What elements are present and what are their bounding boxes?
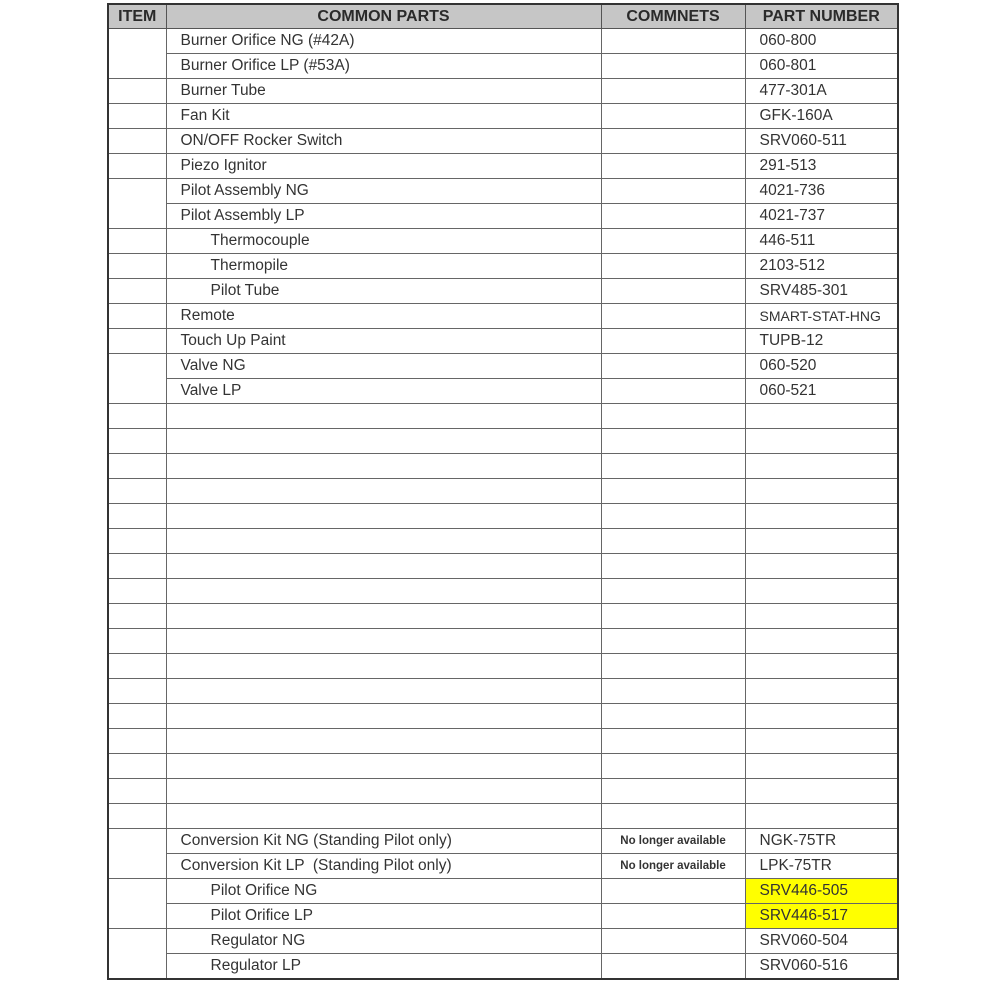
part-name (166, 529, 601, 554)
comment-cell (601, 379, 745, 404)
item-cell (108, 804, 166, 829)
comment-cell (601, 479, 745, 504)
header-common-parts: COMMON PARTS (166, 4, 601, 29)
part-name (166, 629, 601, 654)
comment-cell: No longer available (601, 854, 745, 879)
part-number (745, 679, 898, 704)
empty-table-row (108, 654, 898, 679)
empty-table-row (108, 604, 898, 629)
part-name: Burner Orifice LP (#53A) (166, 54, 601, 79)
part-number: 060-521 (745, 379, 898, 404)
part-name: Regulator NG (166, 929, 601, 954)
table-row (108, 354, 898, 379)
header-item: ITEM (108, 4, 166, 29)
conversion-section (108, 829, 898, 980)
part-name: Burner Orifice NG (#42A) (166, 29, 601, 54)
item-cell (108, 754, 166, 779)
item-cell (108, 554, 166, 579)
item-cell (108, 179, 166, 229)
comment-cell (601, 329, 745, 354)
item-cell (108, 479, 166, 504)
comment-cell (601, 129, 745, 154)
empty-table-row (108, 579, 898, 604)
part-name (166, 579, 601, 604)
highlighted-part-number: SRV446-505 (745, 879, 898, 904)
comment-cell (601, 654, 745, 679)
part-number: SRV060-504 (745, 929, 898, 954)
comment-cell (601, 604, 745, 629)
parts-table (107, 3, 899, 980)
part-number: LPK-75TR (745, 854, 898, 879)
part-number: 060-801 (745, 54, 898, 79)
part-name: Conversion Kit NG (Standing Pilot only) (166, 829, 601, 854)
part-name: Pilot Orifice LP (166, 904, 601, 929)
part-number: 446-511 (745, 229, 898, 254)
empty-table-row (108, 404, 898, 429)
comment-cell (601, 804, 745, 829)
empty-table-row (108, 729, 898, 754)
item-cell (108, 779, 166, 804)
part-number (745, 479, 898, 504)
part-name (166, 704, 601, 729)
table-row (108, 329, 898, 354)
comment-cell (601, 104, 745, 129)
comment-cell (601, 929, 745, 954)
part-number: SRV485-301 (745, 279, 898, 304)
comment-cell (601, 729, 745, 754)
comment-cell (601, 754, 745, 779)
part-number: TUPB-12 (745, 329, 898, 354)
part-number: 291-513 (745, 154, 898, 179)
comment-cell (601, 279, 745, 304)
part-name: Conversion Kit LP (Standing Pilot only) (166, 854, 601, 879)
part-number (745, 404, 898, 429)
part-name (166, 504, 601, 529)
comment-cell (601, 254, 745, 279)
table-row (108, 129, 898, 154)
part-name: Thermocouple (166, 229, 601, 254)
part-name: ON/OFF Rocker Switch (166, 129, 601, 154)
comment-cell (601, 79, 745, 104)
highlighted-part-number: SRV446-517 (745, 904, 898, 929)
table-header-row (108, 4, 898, 29)
part-name (166, 729, 601, 754)
comment-cell (601, 954, 745, 980)
item-cell (108, 79, 166, 104)
part-number (745, 704, 898, 729)
table-row (108, 29, 898, 54)
table-row (108, 254, 898, 279)
comment-cell (601, 704, 745, 729)
empty-table-row (108, 704, 898, 729)
item-cell (108, 704, 166, 729)
empty-table-row (108, 529, 898, 554)
item-cell (108, 629, 166, 654)
item-cell (108, 429, 166, 454)
part-number (745, 454, 898, 479)
part-number: 060-520 (745, 354, 898, 379)
item-cell (108, 879, 166, 929)
part-name (166, 679, 601, 704)
comment-cell (601, 529, 745, 554)
comment-cell (601, 354, 745, 379)
table-row (108, 229, 898, 254)
table-row (108, 54, 898, 79)
table-row (108, 929, 898, 954)
part-name: Valve NG (166, 354, 601, 379)
item-cell (108, 104, 166, 129)
item-cell (108, 304, 166, 329)
part-number (745, 579, 898, 604)
part-number (745, 529, 898, 554)
part-number (745, 504, 898, 529)
comment-cell (601, 179, 745, 204)
part-name: Remote (166, 304, 601, 329)
item-cell (108, 654, 166, 679)
empty-table-row (108, 554, 898, 579)
header-comments: COMMNETS (601, 4, 745, 29)
part-number (745, 604, 898, 629)
item-cell (108, 229, 166, 254)
header-part-number: PART NUMBER (745, 4, 898, 29)
part-name: Regulator LP (166, 954, 601, 980)
part-number: 477-301A (745, 79, 898, 104)
part-number: 4021-737 (745, 204, 898, 229)
item-cell (108, 604, 166, 629)
item-cell (108, 504, 166, 529)
item-cell (108, 679, 166, 704)
table-row (108, 829, 898, 854)
part-name (166, 754, 601, 779)
table-row (108, 179, 898, 204)
part-name (166, 554, 601, 579)
part-number (745, 754, 898, 779)
empty-table-row (108, 429, 898, 454)
empty-table-row (108, 479, 898, 504)
comment-cell (601, 904, 745, 929)
part-name (166, 604, 601, 629)
part-name (166, 479, 601, 504)
table-row (108, 854, 898, 879)
item-cell (108, 404, 166, 429)
comment-cell (601, 454, 745, 479)
part-number (745, 554, 898, 579)
comment-cell (601, 29, 745, 54)
part-number: 4021-736 (745, 179, 898, 204)
part-name (166, 454, 601, 479)
empty-table-row (108, 754, 898, 779)
empty-table-row (108, 504, 898, 529)
table-row (108, 879, 898, 904)
empty-rows (108, 404, 898, 829)
item-cell (108, 929, 166, 980)
comment-cell (601, 679, 745, 704)
table-row (108, 154, 898, 179)
part-number: 2103-512 (745, 254, 898, 279)
item-cell (108, 729, 166, 754)
part-name (166, 404, 601, 429)
part-name (166, 779, 601, 804)
item-cell (108, 454, 166, 479)
table-row (108, 904, 898, 929)
comment-cell (601, 579, 745, 604)
part-name: Thermopile (166, 254, 601, 279)
part-number: SMART-STAT-HNG (745, 304, 898, 329)
part-name: Valve LP (166, 379, 601, 404)
table-row (108, 304, 898, 329)
table-row (108, 79, 898, 104)
empty-table-row (108, 454, 898, 479)
part-number: 060-800 (745, 29, 898, 54)
item-cell (108, 529, 166, 554)
comment-cell (601, 304, 745, 329)
item-cell (108, 354, 166, 404)
comment-cell (601, 229, 745, 254)
item-cell (108, 829, 166, 879)
part-number (745, 429, 898, 454)
table-row (108, 204, 898, 229)
item-cell (108, 579, 166, 604)
part-name: Pilot Assembly LP (166, 204, 601, 229)
part-name: Piezo Ignitor (166, 154, 601, 179)
empty-table-row (108, 629, 898, 654)
item-cell (108, 279, 166, 304)
part-number (745, 804, 898, 829)
comment-cell (601, 779, 745, 804)
comment-cell: No longer available (601, 829, 745, 854)
item-cell (108, 129, 166, 154)
part-name: Touch Up Paint (166, 329, 601, 354)
empty-table-row (108, 804, 898, 829)
table-row (108, 104, 898, 129)
table-row (108, 279, 898, 304)
comment-cell (601, 554, 745, 579)
part-number: SRV060-516 (745, 954, 898, 980)
part-number (745, 629, 898, 654)
comment-cell (601, 404, 745, 429)
table-row (108, 954, 898, 980)
part-number: GFK-160A (745, 104, 898, 129)
part-name: Pilot Orifice NG (166, 879, 601, 904)
comment-cell (601, 879, 745, 904)
item-cell (108, 154, 166, 179)
comment-cell (601, 429, 745, 454)
comment-cell (601, 54, 745, 79)
empty-table-row (108, 679, 898, 704)
part-name: Pilot Assembly NG (166, 179, 601, 204)
comment-cell (601, 154, 745, 179)
item-cell (108, 254, 166, 279)
part-name: Fan Kit (166, 104, 601, 129)
item-cell (108, 29, 166, 79)
part-number (745, 779, 898, 804)
part-name: Burner Tube (166, 79, 601, 104)
item-cell (108, 329, 166, 354)
comment-cell (601, 629, 745, 654)
part-number: SRV060-511 (745, 129, 898, 154)
parts-list-sheet (107, 3, 897, 980)
part-name (166, 429, 601, 454)
part-number: NGK-75TR (745, 829, 898, 854)
comment-cell (601, 204, 745, 229)
part-number (745, 654, 898, 679)
part-name (166, 804, 601, 829)
comment-cell (601, 504, 745, 529)
part-name (166, 654, 601, 679)
table-body (108, 29, 898, 404)
empty-table-row (108, 779, 898, 804)
part-name: Pilot Tube (166, 279, 601, 304)
part-number (745, 729, 898, 754)
table-row (108, 379, 898, 404)
